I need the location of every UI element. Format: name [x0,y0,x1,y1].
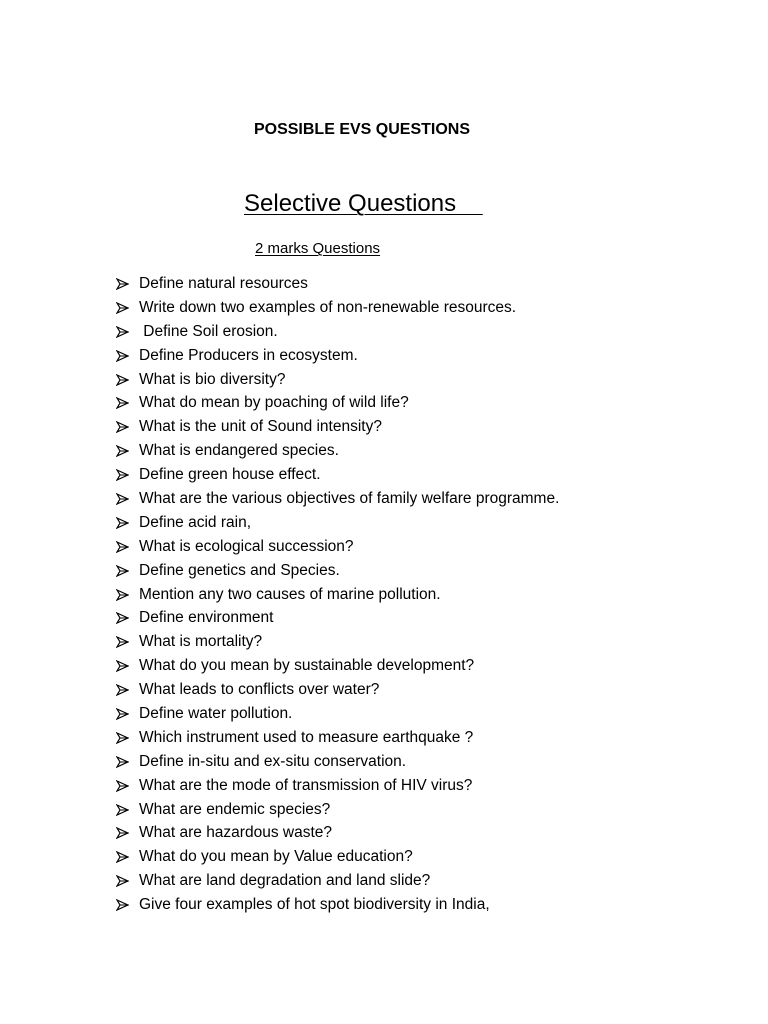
question-text: Define environment [139,609,274,627]
list-item [116,583,559,607]
arrowhead-bullet-icon [116,487,139,511]
list-item [116,774,559,798]
question-text: Define Producers in ecosystem. [139,346,358,364]
question-text: What is the unit of Sound intensity? [139,418,382,436]
arrowhead-bullet-icon [116,415,139,439]
question-text: Define Soil erosion. [139,322,278,340]
question-text: Give four examples of hot spot biodiversity in India, [139,896,490,914]
question-text: Define natural resources [139,274,308,292]
arrowhead-bullet-icon [116,774,139,798]
question-text: What is endangered species. [139,442,339,460]
list-item [116,487,559,511]
question-text: What is ecological succession? [139,537,354,555]
question-text: What is bio diversity? [139,370,286,388]
question-list [116,272,559,917]
question-text: Define genetics and Species. [139,561,340,579]
list-item [116,678,559,702]
list-item [116,702,559,726]
arrowhead-bullet-icon [116,869,139,893]
question-text: Which instrument used to measure earthquake ? [139,728,474,746]
list-item [116,344,559,368]
arrowhead-bullet-icon [116,654,139,678]
question-text: What are hazardous waste? [139,824,332,842]
arrowhead-bullet-icon [116,606,139,630]
arrowhead-bullet-icon [116,344,139,368]
section-subheading: 2 marks Questions [255,240,381,257]
arrowhead-bullet-icon [116,821,139,845]
arrowhead-bullet-icon [116,272,139,296]
arrowhead-bullet-icon [116,439,139,463]
arrowhead-bullet-icon [116,726,139,750]
list-item [116,630,559,654]
list-item [116,654,559,678]
question-text: What are land degradation and land slide? [139,872,431,890]
list-item [116,320,559,344]
question-text: What do mean by poaching of wild life? [139,394,409,412]
question-text: What are the mode of transmission of HIV virus? [139,776,473,794]
question-text: Mention any two causes of marine pollution. [139,585,441,603]
arrowhead-bullet-icon [116,798,139,822]
list-item [116,726,559,750]
question-text: What do you mean by Value education? [139,848,413,866]
question-text: What leads to conflicts over water? [139,681,380,699]
arrowhead-bullet-icon [116,702,139,726]
question-text: Define water pollution. [139,704,293,722]
question-text: What are the various objectives of family welfare programme. [139,489,560,507]
list-item [116,869,559,893]
arrowhead-bullet-icon [116,845,139,869]
question-text: What do you mean by sustainable development? [139,657,475,675]
list-item [116,821,559,845]
question-text: What are endemic species? [139,800,331,818]
list-item [116,750,559,774]
question-text: Write down two examples of non-renewable resources. [139,298,517,316]
list-item [116,368,559,392]
question-text: Define green house effect. [139,466,321,484]
arrowhead-bullet-icon [116,559,139,583]
question-text: Define in-situ and ex-situ conservation. [139,752,407,770]
arrowhead-bullet-icon [116,893,139,917]
arrowhead-bullet-icon [116,368,139,392]
section-heading: Selective Questions [244,190,483,217]
list-item [116,511,559,535]
arrowhead-bullet-icon [116,535,139,559]
arrowhead-bullet-icon [116,630,139,654]
list-item [116,439,559,463]
list-item [116,272,559,296]
arrowhead-bullet-icon [116,750,139,774]
question-text: Define acid rain, [139,513,252,531]
list-item [116,535,559,559]
arrowhead-bullet-icon [116,463,139,487]
list-item [116,296,559,320]
arrowhead-bullet-icon [116,583,139,607]
document-title: POSSIBLE EVS QUESTIONS [253,121,471,138]
arrowhead-bullet-icon [116,678,139,702]
list-item [116,415,559,439]
list-item [116,798,559,822]
arrowhead-bullet-icon [116,296,139,320]
list-item [116,391,559,415]
list-item [116,463,559,487]
list-item [116,606,559,630]
question-text: What is mortality? [139,633,263,651]
list-item [116,893,559,917]
arrowhead-bullet-icon [116,391,139,415]
list-item [116,559,559,583]
arrowhead-bullet-icon [116,320,139,344]
list-item [116,845,559,869]
arrowhead-bullet-icon [116,511,139,535]
